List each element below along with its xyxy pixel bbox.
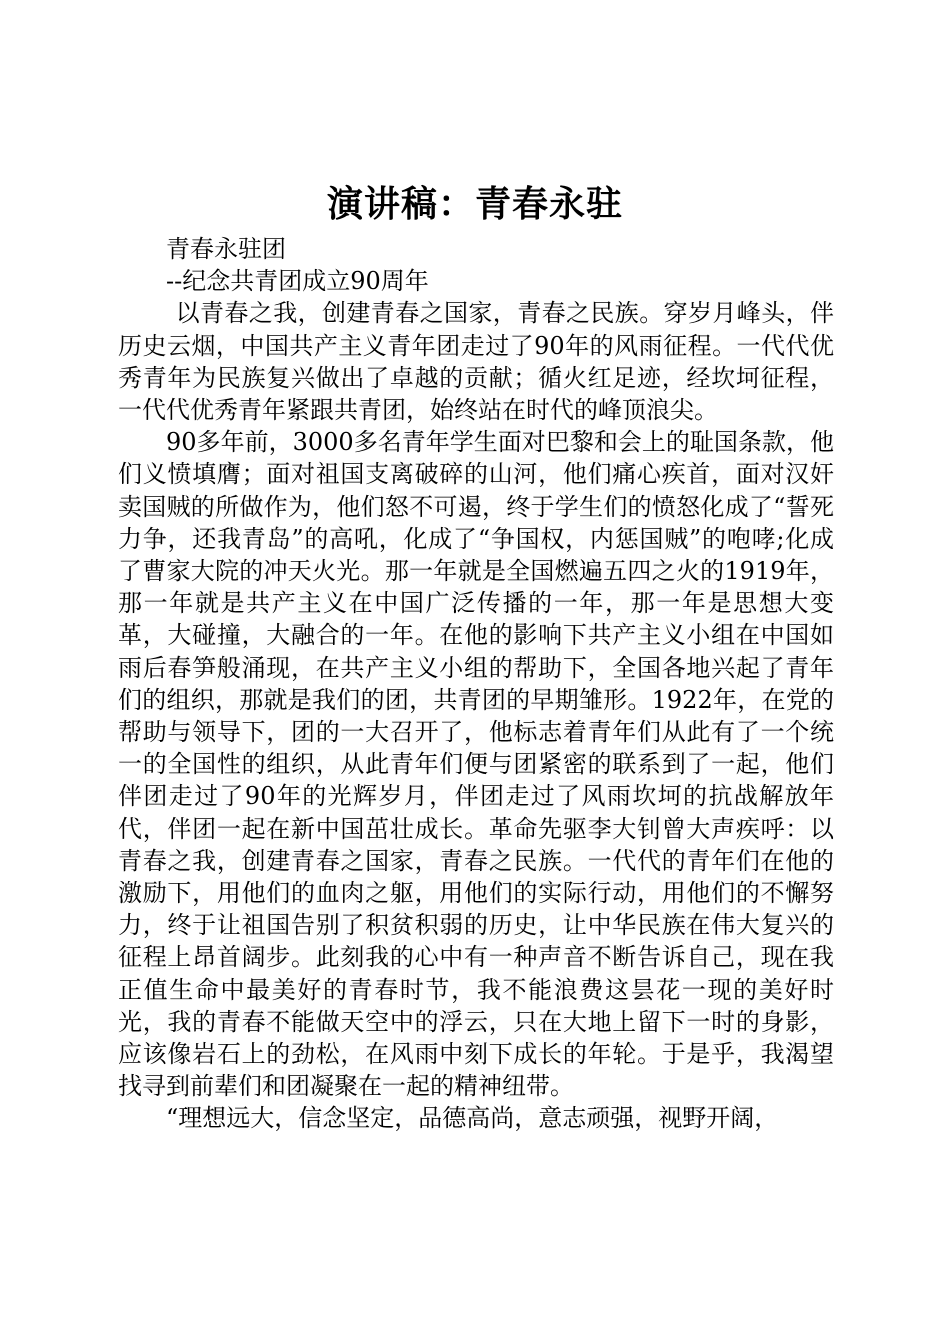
paragraph-subtitle-line: --纪念共青团成立90周年	[166, 267, 429, 296]
paragraph-history: 90多年前，3000多名青年学生面对巴黎和会上的耻国条款，他们义愤填膺；面对祖国支离破碎的山河，他们痛心疾首，面对汉奸卖国贼的所做作为，他们怒不可遏，终于学生们的愤怒化成了“誓死力争，还我青岛”的高吼，化成了“争国权，内惩国贼”的咆哮;化成了曹家大院的冲天火光。那一年就是全国燃遍五四之火的1919年，那一年就是共产主义在中国广泛传播的一年，那一年是思想大变革，大碰撞，大融合的一年。在他的影响下共产主义小组在中国如雨后春笋般涌现，在共产主义小组的帮助下，全国各地兴起了青年们的组织，那就是我们的团，共青团的早期雏形。1922年，在党的帮助与领导下，团的一大召开了，他标志着青年们从此有了一个统一的全国性的组织，从此青年们便与团紧密的联系到了一起，他们伴团走过了90年的光辉岁月，伴团走过了风雨坎坷的抗战解放年代，伴团一起在新中国茁壮成长。革命先驱李大钊曾大声疾呼：以青春之我，创建青春之国家，青春之民族。一代代的青年们在他的激励下，用他们的血肉之躯，用他们的实际行动，用他们的不懈努力，终于让祖国告别了积贫积弱的历史，让中华民族在伟大复兴的征程上昂首阔步。此刻我的心中有一种声音不断告诉自己，现在我正值生命中最美好的青春时节，我不能浪费这昙花一现的美好时光，我的青春不能做天空中的浮云，只在大地上留下一时的身影，应该像岩石上的劲松，在风雨中刻下成长的年轮。于是乎，我渴望找寻到前辈们和团凝聚在一起的精神纽带。	[118, 428, 834, 1101]
document-title: 演讲稿：青春永驻	[326, 184, 623, 225]
paragraph-quote-start: “理想远大，信念坚定，品德高尚，意志顽强，视野开阔，	[166, 1104, 779, 1133]
document-body	[118, 233, 834, 1135]
paragraph-heading-line: 青春永驻团	[166, 235, 286, 263]
paragraph-intro: 以青春之我，创建青春之国家，青春之民族。穿岁月峰头，伴历史云烟，中国共产主义青年团走过了90年的风雨征程。一代代优秀青年为民族复兴做出了卓越的贡献；循火红足迹，经坎坷征程，一代代优秀青年紧跟共青团，始终站在时代的峰顶浪尖。	[118, 299, 834, 425]
